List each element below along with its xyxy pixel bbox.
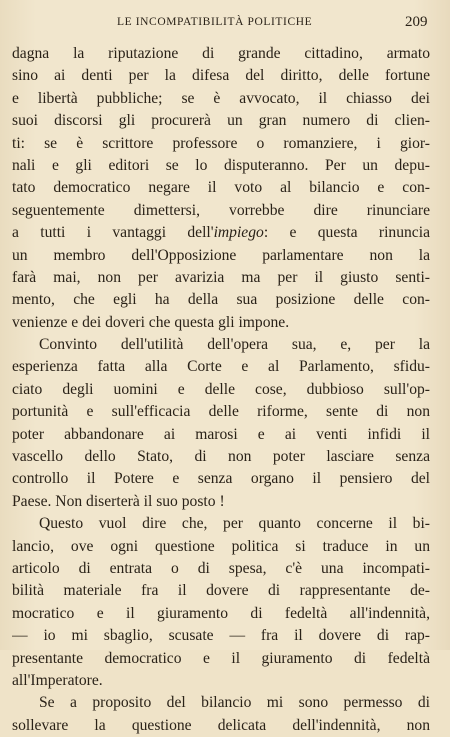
text-line: farà mai, non per avarizia ma per il giusto senti-	[12, 268, 430, 286]
paragraph	[12, 43, 430, 334]
text-line: all'Imperatore.	[12, 671, 103, 689]
text-line: nali e gli editori se lo disputeranno. Per un depu-	[12, 156, 430, 174]
text-line: controllo il Potere e senza organo il pensiero del	[12, 470, 430, 488]
text-line: ciato degli uomini e delle cose, dubbioso sull'op-	[12, 380, 430, 398]
text-line: un membro dell'Opposizione parlamentare non la	[12, 246, 430, 264]
text-line: e libertà pubbliche; se è avvocato, il chiasso dei	[12, 89, 430, 107]
text-line: seguentemente dimettersi, vorrebbe dire rinunciare	[12, 201, 430, 219]
text-line: portunità e sull'efficacia delle riforme, sente di non	[12, 403, 430, 421]
text-line: tato democratico negare il voto al bilancio e con-	[12, 179, 430, 197]
text-line: bilità materiale fra il dovere di rappresentante de-	[12, 582, 430, 600]
text-line: lancio, ove ogni questione politica si traduce in un	[12, 537, 430, 555]
text-line: ti: se è scrittore professore o romanziere, i gior-	[12, 134, 430, 152]
body-text	[12, 43, 430, 737]
text-line: mocratico e il giuramento di fedeltà all'indennità,	[12, 604, 430, 622]
page-header	[0, 16, 450, 36]
page-number: 209	[405, 14, 428, 30]
text-line: — io mi sbaglio, scusate — fra il dovere di rap-	[12, 627, 430, 645]
text-line: sino ai denti per la difesa del diritto, delle fortune	[12, 67, 430, 85]
text-line: Questo vuol dire che, per quanto concerne il bi-	[39, 515, 430, 533]
text-line: presentante democratico e il giuramento di fedeltà	[12, 649, 430, 667]
text-line: esperienza fatta alla Corte e al Parlamento, sfidu-	[12, 358, 430, 376]
paragraph	[12, 692, 430, 737]
paragraph	[12, 513, 430, 692]
running-title: LE INCOMPATIBILITÀ POLITICHE	[117, 16, 313, 28]
text-line: Se a proposito del bilancio mi sono permesso di	[39, 694, 430, 712]
paragraph	[12, 334, 430, 513]
text-line: sollevare la questione delicata dell'indennità, non	[12, 716, 430, 734]
text-line: a tutti i vantaggi dell'impiego: e questa rinuncia	[12, 224, 430, 242]
text-line: Convinto dell'utilità dell'opera sua, e, per la	[39, 336, 430, 354]
text-line: vascello dello Stato, di non poter lasciare senza	[12, 448, 430, 466]
text-line: poter abbandonare ai marosi e ai venti infidi il	[12, 425, 430, 443]
text-line: articolo di entrata o di spesa, c'è una incompati-	[12, 559, 430, 577]
text-line: venienze e dei doveri che questa gli impone.	[12, 313, 290, 331]
text-line: mento, che egli ha della sua posizione delle con-	[12, 291, 430, 309]
text-line: suoi discorsi gli procurerà un gran numero di clien-	[12, 112, 430, 130]
text-line: dagna la riputazione di grande cittadino, armato	[12, 45, 430, 62]
text-line: Paese. Non diserterà il suo posto !	[12, 492, 225, 510]
